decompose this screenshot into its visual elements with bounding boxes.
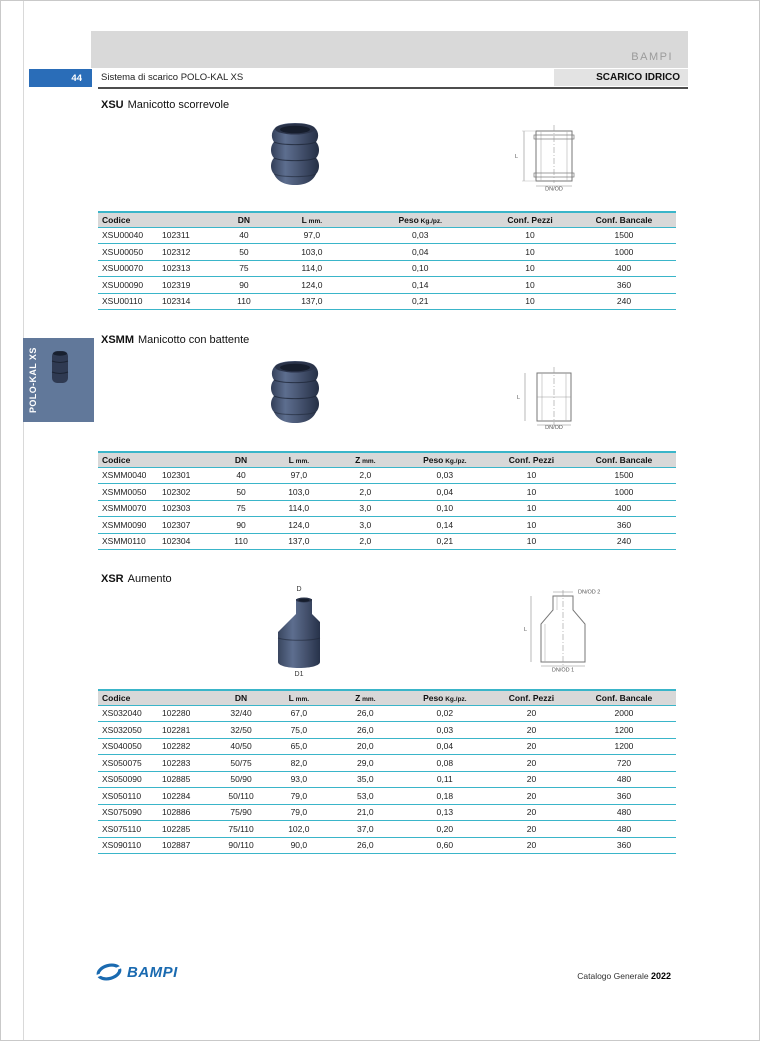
table-row [98,722,676,739]
value-cell: 90/110 [216,837,265,854]
value-cell: 79,0 [266,788,332,805]
section-name: Manicotto scorrevole [127,99,230,111]
codice-cell: XSMM0110 102304 [98,533,216,550]
value-cell: 20 [491,722,572,739]
codice-cell: XSMM0040 102301 [98,467,216,484]
value-cell: 0,21 [399,533,491,550]
table-row [98,227,676,244]
dimension-label-l: L [524,627,528,633]
value-cell: 20 [491,788,572,805]
value-cell: 10 [491,484,572,501]
column-header: Peso Kg./pz. [352,212,488,227]
value-cell: 20 [491,705,572,722]
column-header: DN [216,212,271,227]
codice-cell: XS075090 102886 [98,804,216,821]
value-cell: 97,0 [271,227,352,244]
value-cell: 32/50 [216,722,265,739]
value-cell: 75 [216,260,271,277]
xsmm-product-photo [266,359,324,425]
xsmm-table [98,451,676,550]
value-cell: 102,0 [266,821,332,838]
value-cell: 90,0 [266,837,332,854]
xsu-product-photo [266,121,324,187]
value-cell: 65,0 [266,738,332,755]
section-code: XSMM [101,334,134,346]
table-row [98,533,676,550]
value-cell: 90 [216,517,265,534]
section-name: Manicotto con battente [138,334,250,346]
xsr-product-photo [269,594,329,670]
value-cell: 114,0 [271,260,352,277]
column-header: L mm. [266,690,332,705]
value-cell: 97,0 [266,467,332,484]
value-cell: 0,03 [352,227,488,244]
value-cell: 40 [216,227,271,244]
value-cell: 1500 [572,467,676,484]
dimension-label-dnod1: DN/OD 1 [551,667,575,672]
value-cell: 0,11 [399,771,491,788]
value-cell: 10 [488,260,572,277]
table-row [98,755,676,772]
column-header: Conf. Bancale [572,212,676,227]
section-title-xsu [101,99,229,111]
value-cell: 75,0 [266,722,332,739]
value-cell: 400 [572,500,676,517]
value-cell: 400 [572,260,676,277]
table-row [98,277,676,294]
dimension-label-l: L [515,154,519,160]
diameter-label-top: D [296,586,302,593]
xsr-product-photo-block [263,585,335,679]
value-cell: 20 [491,804,572,821]
column-header: DN [216,452,265,467]
value-cell: 137,0 [266,533,332,550]
value-cell: 2,0 [332,533,398,550]
value-cell: 114,0 [266,500,332,517]
value-cell: 26,0 [332,722,398,739]
xsr-technical-drawing [523,586,605,672]
value-cell: 90 [216,277,271,294]
value-cell: 75/90 [216,804,265,821]
column-header: Conf. Pezzi [491,690,572,705]
column-header: Conf. Pezzi [491,452,572,467]
value-cell: 20 [491,837,572,854]
side-tab-polo-kal-xs [23,338,94,422]
value-cell: 10 [488,244,572,261]
value-cell: 240 [572,293,676,310]
value-cell: 0,03 [399,467,491,484]
value-cell: 10 [491,500,572,517]
column-header: Z mm. [332,452,398,467]
table-header-row [98,452,676,467]
value-cell: 35,0 [332,771,398,788]
codice-cell: XSU00110 102314 [98,293,216,310]
codice-cell: XSMM0050 102302 [98,484,216,501]
table-row [98,804,676,821]
codice-cell: XSU00050 102312 [98,244,216,261]
value-cell: 37,0 [332,821,398,838]
value-cell: 20 [491,771,572,788]
bampi-logo-text: BAMPI [127,963,178,981]
value-cell: 0,08 [399,755,491,772]
value-cell: 0,21 [352,293,488,310]
page-number: 44 [71,72,82,84]
value-cell: 1000 [572,244,676,261]
diameter-label-bottom: D1 [294,671,304,678]
page-edge-line [23,1,24,1040]
value-cell: 75 [216,500,265,517]
value-cell: 360 [572,788,676,805]
value-cell: 1200 [572,738,676,755]
value-cell: 103,0 [271,244,352,261]
value-cell: 3,0 [332,517,398,534]
value-cell: 360 [572,277,676,294]
table-row [98,467,676,484]
value-cell: 10 [488,227,572,244]
table-row [98,705,676,722]
value-cell: 40 [216,467,265,484]
column-header: DN [216,690,265,705]
column-header: Conf. Bancale [572,452,676,467]
column-header: Codice [98,690,216,705]
value-cell: 21,0 [332,804,398,821]
page-number-box [29,69,92,87]
value-cell: 2,0 [332,467,398,484]
table-row [98,500,676,517]
section-title-xsr [101,573,172,585]
section-code: XSU [101,99,124,111]
table-row [98,260,676,277]
codice-cell: XS050090 102885 [98,771,216,788]
value-cell: 40/50 [216,738,265,755]
value-cell: 26,0 [332,837,398,854]
value-cell: 0,04 [352,244,488,261]
value-cell: 137,0 [271,293,352,310]
value-cell: 1000 [572,484,676,501]
value-cell: 0,04 [399,484,491,501]
xsmm-technical-drawing [509,365,599,429]
bampi-logo [96,963,178,981]
codice-cell: XS050110 102284 [98,788,216,805]
value-cell: 50/110 [216,788,265,805]
table-row [98,293,676,310]
table-header-row [98,690,676,705]
value-cell: 0,14 [352,277,488,294]
column-header: Conf. Bancale [572,690,676,705]
codice-cell: XSMM0090 102307 [98,517,216,534]
value-cell: 20 [491,821,572,838]
footer-catalog-text [577,971,671,981]
value-cell: 29,0 [332,755,398,772]
value-cell: 1200 [572,722,676,739]
value-cell: 0,04 [399,738,491,755]
value-cell: 110 [216,293,271,310]
table-row [98,517,676,534]
section-name: Aumento [127,573,172,585]
value-cell: 50 [216,244,271,261]
dimension-label-l: L [517,395,521,401]
value-cell: 32/40 [216,705,265,722]
column-header: Peso Kg./pz. [399,690,491,705]
xsu-table [98,211,676,310]
table-row [98,484,676,501]
table-row [98,244,676,261]
column-header: Peso Kg./pz. [399,452,491,467]
value-cell: 0,13 [399,804,491,821]
codice-cell: XS050075 102283 [98,755,216,772]
fitting-thumbnail-icon [49,349,71,385]
value-cell: 20 [491,755,572,772]
value-cell: 0,60 [399,837,491,854]
value-cell: 93,0 [266,771,332,788]
table-row [98,788,676,805]
value-cell: 0,02 [399,705,491,722]
value-cell: 50/75 [216,755,265,772]
table-row [98,837,676,854]
codice-cell: XS032040 102280 [98,705,216,722]
value-cell: 0,20 [399,821,491,838]
value-cell: 0,10 [352,260,488,277]
value-cell: 0,18 [399,788,491,805]
dimension-label-dnod: DN/OD [545,425,563,429]
value-cell: 10 [488,277,572,294]
codice-cell: XS040050 102282 [98,738,216,755]
value-cell: 480 [572,804,676,821]
value-cell: 0,14 [399,517,491,534]
value-cell: 240 [572,533,676,550]
value-cell: 103,0 [266,484,332,501]
section-title-xsmm [101,334,249,346]
value-cell: 26,0 [332,705,398,722]
column-header: L mm. [271,212,352,227]
value-cell: 75/110 [216,821,265,838]
catalog-label: Catalogo Generale [577,971,649,981]
value-cell: 10 [488,293,572,310]
section-code: XSR [101,573,124,585]
column-header: L mm. [266,452,332,467]
value-cell: 67,0 [266,705,332,722]
side-tab-label: POLO-KAL XS [28,347,38,413]
value-cell: 20 [491,738,572,755]
value-cell: 360 [572,517,676,534]
value-cell: 110 [216,533,265,550]
value-cell: 480 [572,821,676,838]
bampi-logo-icon [96,963,122,981]
header-right-label: SCARICO IDRICO [554,69,688,86]
xsr-table [98,689,676,854]
value-cell: 480 [572,771,676,788]
dimension-label-dnod2: DN/OD 2 [578,589,601,596]
table-row [98,821,676,838]
value-cell: 79,0 [266,804,332,821]
header-row [98,68,688,87]
value-cell: 1500 [572,227,676,244]
header-rule [98,87,688,89]
value-cell: 82,0 [266,755,332,772]
column-header: Conf. Pezzi [488,212,572,227]
value-cell: 124,0 [266,517,332,534]
value-cell: 50/90 [216,771,265,788]
table-row [98,738,676,755]
codice-cell: XS075110 102285 [98,821,216,838]
table-header-row [98,212,676,227]
value-cell: 3,0 [332,500,398,517]
codice-cell: XS032050 102281 [98,722,216,739]
top-band [91,31,688,68]
top-brand-text: BAMPI [631,51,673,63]
header-title: Sistema di scarico POLO-KAL XS [101,72,244,83]
codice-cell: XSU00090 102319 [98,277,216,294]
dimension-label-dnod: DN/OD [545,186,563,191]
value-cell: 20,0 [332,738,398,755]
value-cell: 10 [491,467,572,484]
value-cell: 124,0 [271,277,352,294]
column-header: Z mm. [332,690,398,705]
value-cell: 0,03 [399,722,491,739]
table-row [98,771,676,788]
catalog-year: 2022 [650,971,671,981]
codice-cell: XSMM0070 102303 [98,500,216,517]
codice-cell: XS090110 102887 [98,837,216,854]
codice-cell: XSU00070 102313 [98,260,216,277]
value-cell: 360 [572,837,676,854]
value-cell: 2,0 [332,484,398,501]
value-cell: 50 [216,484,265,501]
value-cell: 0,10 [399,500,491,517]
value-cell: 10 [491,517,572,534]
value-cell: 2000 [572,705,676,722]
column-header: Codice [98,212,216,227]
codice-cell: XSU00040 102311 [98,227,216,244]
xsu-technical-drawing [506,123,602,191]
value-cell: 10 [491,533,572,550]
column-header: Codice [98,452,216,467]
value-cell: 53,0 [332,788,398,805]
value-cell: 720 [572,755,676,772]
